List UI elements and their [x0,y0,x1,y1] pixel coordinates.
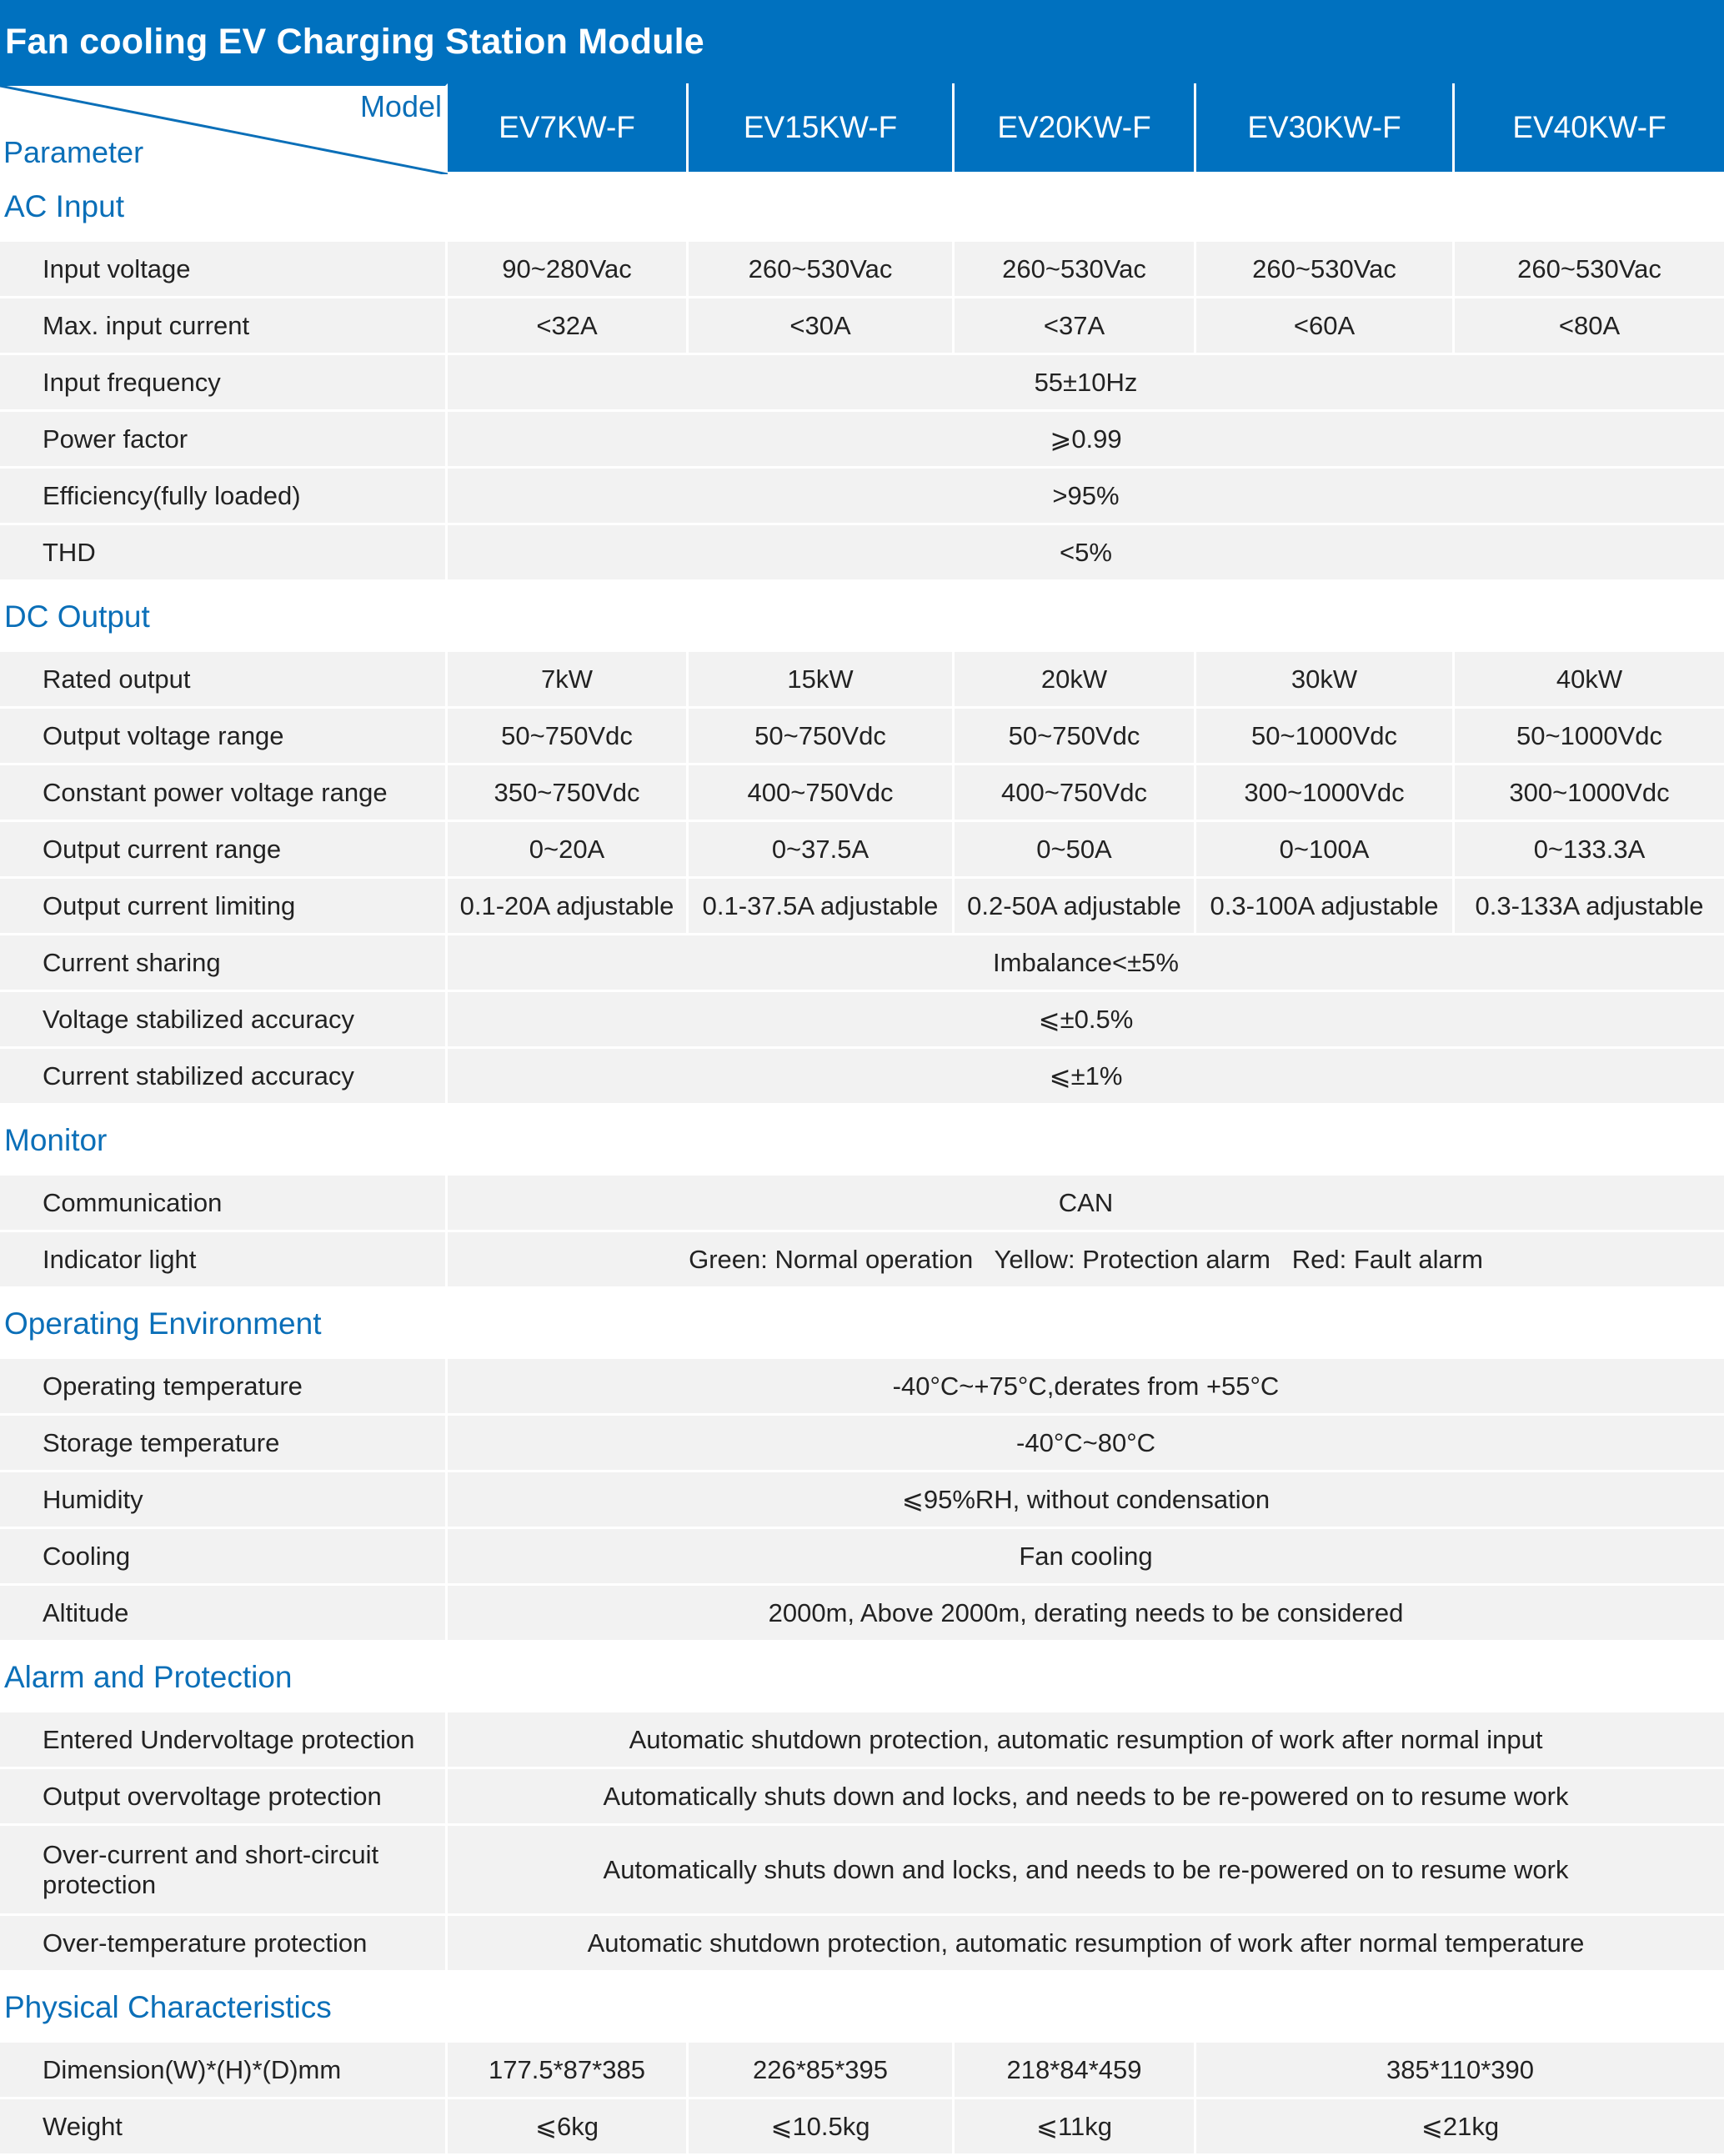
value-cell: 260~530Vac [689,242,955,298]
section-row [0,172,1724,242]
value-cell: 300~1000Vdc [1196,765,1455,822]
value-cell: ⩽±1% [448,1049,1724,1106]
value-cell: 385*110*390 [1196,2043,1724,2099]
value-cell: 7kW [448,652,689,709]
parameter-cell: Power factor [0,412,448,469]
value-cell: 0.1-37.5A adjustable [689,879,955,935]
parameter-cell: Indicator light [0,1232,448,1289]
table-row [0,822,1724,879]
value-cell: 300~1000Vdc [1455,765,1724,822]
value-cell: ⩽10.5kg [689,2099,955,2156]
table-row [0,1232,1724,1289]
value-cell: ⩽6kg [448,2099,689,2156]
table-row [0,1769,1724,1826]
table-row [0,298,1724,355]
parameter-cell: Voltage stabilized accuracy [0,992,448,1049]
value-cell: Green: Normal operation Yellow: Protection alarm Red: Fault alarm [448,1232,1724,1289]
value-cell: 0.2-50A adjustable [955,879,1196,935]
table-row [0,2043,1724,2099]
parameter-cell: Efficiency(fully loaded) [0,469,448,525]
section-title: Alarm and Protection [0,1642,1724,1712]
value-cell: 177.5*87*385 [448,2043,689,2099]
value-cell: Automatically shuts down and locks, and needs to be re-powered on to resume work [448,1769,1724,1826]
parameter-cell: Output voltage range [0,709,448,765]
table-row [0,2099,1724,2156]
parameter-cell: Max. input current [0,298,448,355]
table-row [0,1529,1724,1586]
spec-body [0,172,1724,2156]
value-cell: 0~100A [1196,822,1455,879]
parameter-cell: Operating temperature [0,1359,448,1416]
parameter-cell: Communication [0,1176,448,1232]
parameter-cell: Cooling [0,1529,448,1586]
parameter-cell: Input voltage [0,242,448,298]
value-cell: Automatic shutdown protection, automatic resumption of work after normal input [448,1712,1724,1769]
value-cell: 15kW [689,652,955,709]
header-row [0,83,1724,172]
value-cell: 260~530Vac [1196,242,1455,298]
value-cell: -40°C~80°C [448,1416,1724,1472]
value-cell: <80A [1455,298,1724,355]
table-row [0,1586,1724,1642]
model-header: EV20KW-F [955,83,1196,172]
parameter-label: Parameter [3,135,144,169]
value-cell: 0~20A [448,822,689,879]
value-cell: 0~37.5A [689,822,955,879]
title-bar [0,0,1724,83]
table-row [0,412,1724,469]
model-header: EV7KW-F [448,83,689,172]
value-cell: 260~530Vac [955,242,1196,298]
table-row [0,355,1724,412]
parameter-cell: Output current limiting [0,879,448,935]
parameter-cell: THD [0,525,448,582]
value-cell: ⩽±0.5% [448,992,1724,1049]
value-cell: 20kW [955,652,1196,709]
table-row [0,1049,1724,1106]
value-cell: 2000m, Above 2000m, derating needs to be considered [448,1586,1724,1642]
table-row [0,652,1724,709]
diagonal-header-cell [0,83,448,172]
value-cell: ⩽11kg [955,2099,1196,2156]
model-header: EV15KW-F [689,83,955,172]
parameter-cell: Dimension(W)*(H)*(D)mm [0,2043,448,2099]
parameter-cell: Current sharing [0,935,448,992]
section-title: Physical Characteristics [0,1973,1724,2043]
value-cell: -40°C~+75°C,derates from +55°C [448,1359,1724,1416]
spec-table [0,83,1724,2156]
value-cell: <5% [448,525,1724,582]
page-title: Fan cooling EV Charging Station Module [5,21,704,62]
table-row [0,242,1724,298]
table-row [0,1176,1724,1232]
parameter-cell: Entered Undervoltage protection [0,1712,448,1769]
value-cell: 30kW [1196,652,1455,709]
value-cell: Fan cooling [448,1529,1724,1586]
parameter-cell: Output overvoltage protection [0,1769,448,1826]
value-cell: ⩾0.99 [448,412,1724,469]
table-row [0,935,1724,992]
value-cell: 400~750Vdc [955,765,1196,822]
value-cell: <30A [689,298,955,355]
value-cell: ⩽95%RH, without condensation [448,1472,1724,1529]
table-row [0,1359,1724,1416]
value-cell: 55±10Hz [448,355,1724,412]
table-row [0,765,1724,822]
value-cell: Imbalance<±5% [448,935,1724,992]
value-cell: ⩽21kg [1196,2099,1724,2156]
parameter-cell: Storage temperature [0,1416,448,1472]
parameter-cell: Current stabilized accuracy [0,1049,448,1106]
value-cell: CAN [448,1176,1724,1232]
table-row [0,879,1724,935]
value-cell: 0.3-100A adjustable [1196,879,1455,935]
value-cell: <60A [1196,298,1455,355]
value-cell: 0.1-20A adjustable [448,879,689,935]
value-cell: <37A [955,298,1196,355]
table-row [0,1472,1724,1529]
value-cell: 50~750Vdc [955,709,1196,765]
table-row [0,992,1724,1049]
parameter-cell: Over-temperature protection [0,1916,448,1973]
value-cell: <32A [448,298,689,355]
value-cell: Automatically shuts down and locks, and needs to be re-powered on to resume work [448,1826,1724,1916]
value-cell: 350~750Vdc [448,765,689,822]
table-row [0,1826,1724,1916]
section-title: AC Input [0,172,1724,242]
value-cell: 0~133.3A [1455,822,1724,879]
section-row [0,1106,1724,1176]
table-row [0,709,1724,765]
value-cell: 90~280Vac [448,242,689,298]
section-title: DC Output [0,582,1724,652]
section-row [0,1289,1724,1359]
value-cell: 260~530Vac [1455,242,1724,298]
table-row [0,469,1724,525]
table-row [0,1916,1724,1973]
model-header: EV30KW-F [1196,83,1455,172]
value-cell: 0.3-133A adjustable [1455,879,1724,935]
section-title: Operating Environment [0,1289,1724,1359]
parameter-cell: Input frequency [0,355,448,412]
value-cell: 50~750Vdc [689,709,955,765]
value-cell: 50~750Vdc [448,709,689,765]
section-title: Monitor [0,1106,1724,1176]
parameter-cell: Altitude [0,1586,448,1642]
value-cell: 50~1000Vdc [1455,709,1724,765]
model-label: Model [359,89,442,123]
model-header: EV40KW-F [1455,83,1724,172]
table-row [0,525,1724,582]
parameter-cell: Constant power voltage range [0,765,448,822]
table-row [0,1712,1724,1769]
value-cell: 0~50A [955,822,1196,879]
parameter-cell: Output current range [0,822,448,879]
section-row [0,582,1724,652]
table-row [0,1416,1724,1472]
value-cell: 226*85*395 [689,2043,955,2099]
value-cell: 400~750Vdc [689,765,955,822]
parameter-cell: Weight [0,2099,448,2156]
parameter-cell: Over-current and short-circuit protection [0,1826,448,1916]
value-cell: >95% [448,469,1724,525]
parameter-cell: Humidity [0,1472,448,1529]
parameter-cell: Rated output [0,652,448,709]
value-cell: Automatic shutdown protection, automatic resumption of work after normal temperature [448,1916,1724,1973]
section-row [0,1973,1724,2043]
section-row [0,1642,1724,1712]
value-cell: 50~1000Vdc [1196,709,1455,765]
value-cell: 40kW [1455,652,1724,709]
value-cell: 218*84*459 [955,2043,1196,2099]
